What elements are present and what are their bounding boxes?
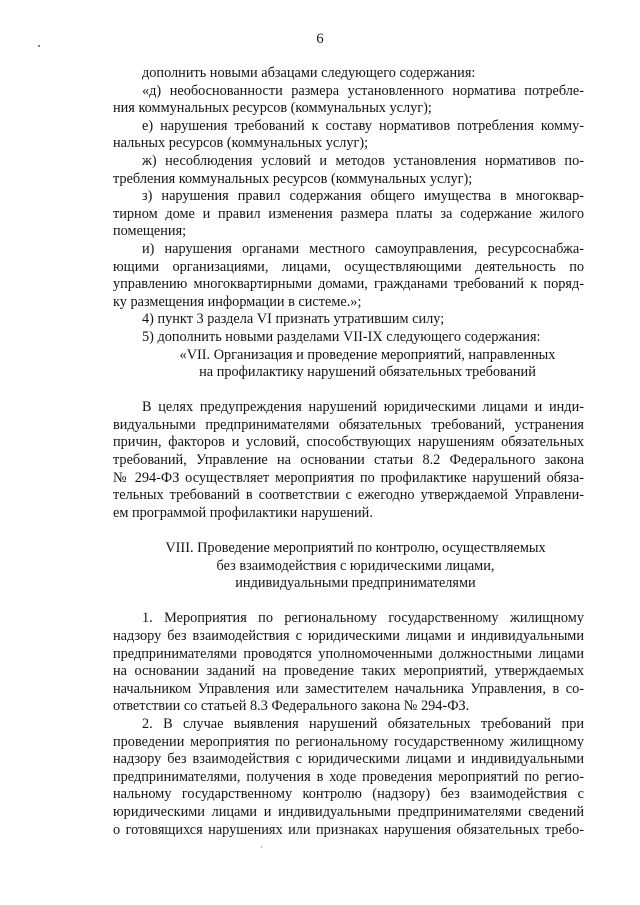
- text-line: 2. В случае выявления нарушений обязательных требований при: [142, 715, 584, 732]
- document-body: [113, 65, 584, 839]
- text-line: 4) пункт 3 раздела VI признать утратившим силу;: [142, 311, 445, 328]
- section-viii-heading: [113, 540, 584, 593]
- text-line: ем программой профилактики нарушений.: [113, 504, 373, 521]
- text-line: помещения;: [113, 223, 187, 240]
- section-vii-paragraph: [113, 399, 584, 522]
- text-line: 5) дополнить новыми разделами VII-IX следующего содержания:: [142, 328, 541, 345]
- text-line: начальником Управления или заместителем начальника Управления, в со-: [113, 680, 584, 697]
- text-line: дополнить новыми абзацами следующего содержания:: [142, 65, 476, 81]
- text-line: тирном доме и правил изменения размера платы за содержание жилого: [113, 205, 584, 222]
- text-line: нальных ресурсов (коммунальных услуг);: [113, 135, 369, 152]
- text-line: ющими организациями, лицами, осуществляющими деятельность по: [113, 258, 584, 275]
- section-vii-heading: [113, 347, 584, 382]
- clause-d: [113, 83, 584, 118]
- text-line: ответствии со статьей 8.3 Федерального закона № 294-ФЗ.: [113, 698, 470, 715]
- page-number: 6: [316, 31, 324, 47]
- text-line: юридическими лицами и индивидуальными предпринимателями сведений: [113, 803, 584, 820]
- blank-line: [113, 522, 584, 540]
- clause-z: [113, 188, 584, 241]
- text-line: нальному государственному контролю (надзору) без взаимодействия с: [113, 786, 584, 803]
- text-line: о готовящихся нарушениях или признаках нарушения обязательных требо-: [113, 821, 584, 838]
- text-line: проведении мероприятия по региональному государственному жилищному: [113, 733, 584, 750]
- text-line: тельных требований в соответствии с ежегодно утверждаемой Управлени-: [113, 487, 584, 504]
- text-line: на основании заданий на проведение таких мероприятий, утверждаемых: [113, 663, 584, 680]
- text-line: видуальными предпринимателями обязательных требований, устранения: [113, 416, 584, 433]
- section-viii-item-1: [113, 610, 584, 716]
- text-line: 1. Мероприятия по региональному государственному жилищному: [142, 610, 584, 627]
- text-line: требований, Управление на основании статьи 8.2 Федерального закона: [113, 452, 584, 469]
- text-line: управлению многоквартирными домами, гражданами требований к поряд-: [113, 276, 584, 293]
- heading-line: без взаимодействия с юридическими лицами,: [216, 557, 495, 574]
- scan-speck: [261, 846, 262, 848]
- intro-paragraph: [113, 65, 584, 83]
- heading-line: индивидуальными предпринимателями: [235, 575, 476, 592]
- text-line: требления коммунальных ресурсов (коммунальных услуг);: [113, 170, 473, 187]
- clause-zh: [113, 153, 584, 188]
- blank-line: [113, 382, 584, 400]
- text-line: ж) несоблюдения условий и методов установления нормативов по-: [142, 152, 584, 169]
- clause-e: [113, 118, 584, 153]
- text-line: и) нарушения органами местного самоуправления, ресурсоснабжа-: [142, 240, 584, 257]
- text-line: надзору без взаимодействия с юридическими лицами и индивидуальными: [113, 628, 584, 644]
- text-line: причин, факторов и условий, способствующих нарушениям обязательных: [113, 434, 584, 451]
- text-line: № 294-ФЗ осуществляет мероприятия по профилактике нарушений обяза-: [113, 469, 584, 486]
- text-line: надзору без взаимодействия с юридическими лицами и индивидуальными: [113, 751, 584, 768]
- heading-line: на профилактику нарушений обязательных требований: [199, 364, 536, 381]
- point-5: [113, 329, 584, 347]
- section-viii-item-2: [113, 716, 584, 839]
- text-line: ку размещения информации в системе.»;: [113, 293, 362, 310]
- text-line: В целях предупреждения нарушений юридическими лицами и инди-: [142, 399, 584, 416]
- text-line: предпринимателями, получения в ходе проведения мероприятий по регио-: [113, 768, 584, 785]
- clause-i: [113, 241, 584, 311]
- scan-speck: [38, 45, 40, 47]
- heading-line: VIII. Проведение мероприятий по контролю, осуществляемых: [165, 540, 546, 557]
- text-line: «д) необоснованности размера установленного норматива потребле-: [142, 82, 584, 99]
- text-line: ния коммунальных ресурсов (коммунальных услуг);: [113, 100, 432, 117]
- heading-line: «VII. Организация и проведение мероприятий, направленных: [179, 346, 556, 363]
- text-line: з) нарушения правил содержания общего имущества в многоквар-: [142, 188, 584, 205]
- point-4: [113, 311, 584, 329]
- text-line: предпринимателями проводятся уполномоченными должностными лицами: [113, 645, 584, 662]
- blank-line: [113, 593, 584, 611]
- text-line: е) нарушения требований к составу нормативов потребления комму-: [142, 117, 584, 134]
